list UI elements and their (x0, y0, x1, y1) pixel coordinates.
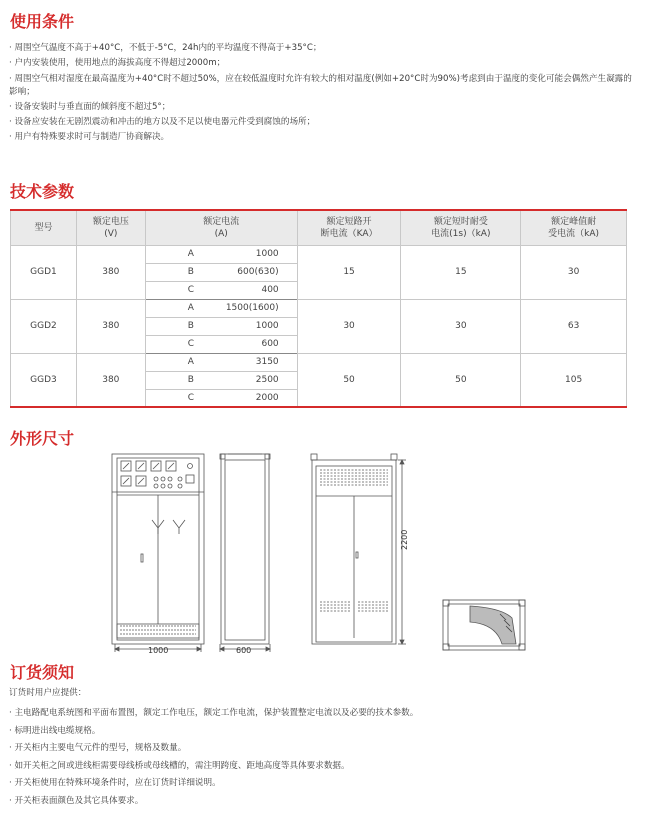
cell-current: 1000 (222, 245, 297, 263)
table-row (11, 299, 627, 317)
table-row (11, 245, 627, 263)
list-item: · 设备应安装在无剧烈震动和冲击的地方以及不足以使电器元件受到腐蚀的场所； (9, 117, 316, 127)
cell-short: 30 (401, 299, 521, 353)
list-item: · 标明进出线电缆规格。 (9, 725, 101, 736)
front-view-drawing (112, 454, 204, 652)
tech-spec-table (10, 209, 627, 408)
conditions-list (9, 41, 639, 145)
cell-peak: 105 (521, 353, 627, 407)
list-item: · 周围空气相对湿度在最高温度为+40°C时不超过50%，应在较低温度时允许有较大的相对温度(例如+20°C时为90%)考虑到由于温度的变化可能会偶然产生凝露的影响； (9, 74, 632, 97)
cell-current: 1000 (222, 317, 297, 335)
list-item: · 户内安装使用，使用地点的海拔高度不得超过2000m； (9, 58, 226, 68)
list-item: · 设备安装时与垂直面的倾斜度不超过5°； (9, 102, 171, 112)
depth-dimension-label: 600 (236, 646, 252, 655)
cell-break: 30 (297, 299, 401, 353)
tech-heading: 技术参数 (10, 182, 75, 201)
cell-peak: 30 (521, 245, 627, 299)
cell-class: A (145, 245, 222, 263)
plan-view-drawing (443, 600, 525, 650)
cell-class: A (145, 353, 222, 371)
cell-current: 600(630) (222, 263, 297, 281)
cell-current: 600 (222, 335, 297, 353)
cell-model: GGD3 (11, 353, 77, 407)
list-item: · 用户有特殊要求时可与制造厂协商解决。 (9, 132, 170, 142)
header-peak: 额定峰值耐 受电流（kA) (521, 210, 627, 245)
cell-class: B (145, 371, 222, 389)
cell-current: 1500(1600) (222, 299, 297, 317)
list-item: · 开关柜内主要电气元件的型号，规格及数量。 (9, 743, 187, 753)
cell-break: 15 (297, 245, 401, 299)
list-item: · 开关柜使用在特殊环境条件时，应在订货时详细说明。 (9, 778, 221, 788)
cell-model: GGD2 (11, 299, 77, 353)
width-dimension-label: 1000 (148, 646, 169, 655)
cell-short: 50 (401, 353, 521, 407)
order-list (9, 705, 639, 810)
cell-peak: 63 (521, 299, 627, 353)
conditions-heading: 使用条件 (10, 12, 75, 31)
cell-voltage: 380 (76, 353, 145, 407)
order-intro: 订货时用户应提供： (9, 688, 87, 698)
cell-voltage: 380 (76, 299, 145, 353)
cell-short: 15 (401, 245, 521, 299)
header-voltage: 额定电压 (V) (76, 210, 145, 245)
header-short: 额定短时耐受 电流(1s)（kA) (401, 210, 521, 245)
list-item: · 开关柜表面颜色及其它具体要求。 (9, 795, 144, 806)
header-break: 额定短路开 断电流（KA） (297, 210, 401, 245)
cell-model: GGD1 (11, 245, 77, 299)
rear-view-drawing (311, 454, 406, 644)
table-row (11, 353, 627, 371)
cabinet-drawings (0, 440, 650, 665)
dimensions-heading: 外形尺寸 (10, 429, 75, 448)
height-dimension-label: 2200 (400, 529, 409, 550)
cell-class: C (145, 389, 222, 407)
cell-current: 2000 (222, 389, 297, 407)
cell-class: A (145, 299, 222, 317)
cell-class: C (145, 281, 222, 299)
order-heading: 订货须知 (10, 663, 75, 682)
cell-class: B (145, 317, 222, 335)
cell-current: 3150 (222, 353, 297, 371)
header-model: 型号 (11, 210, 77, 245)
list-item: · 周围空气温度不高于+40°C，不低于-5°C，24h内的平均温度不得高于+35°C； (9, 43, 322, 53)
cell-voltage: 380 (76, 245, 145, 299)
cell-current: 2500 (222, 371, 297, 389)
side-view-drawing (220, 454, 270, 652)
list-item: · 主电路配电系统图和平面布置图，额定工作电压，额定工作电流，保护装置整定电流以及必要的技术参数。 (9, 708, 419, 718)
cell-current: 400 (222, 281, 297, 299)
cell-class: C (145, 335, 222, 353)
header-current: 额定电流 (A) (145, 210, 297, 245)
cell-class: B (145, 263, 222, 281)
list-item: · 如开关柜之间或进线柜需要母线桥或母线槽的，需注明跨度、距地高度等具体要求数据。 (9, 760, 350, 771)
cell-break: 50 (297, 353, 401, 407)
